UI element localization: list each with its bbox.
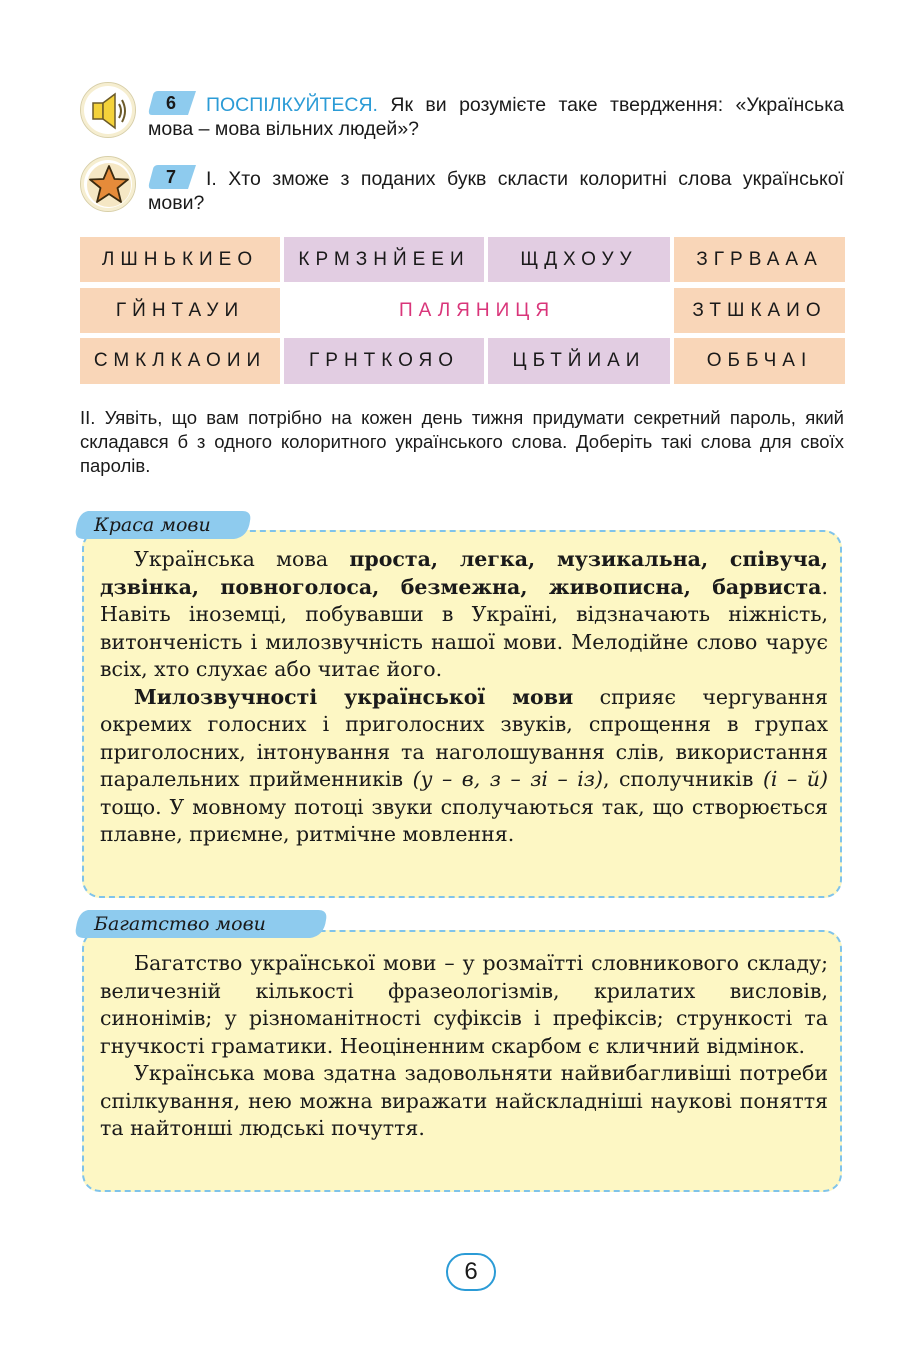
task-number-badge: 7 [148,164,198,190]
grid-cell: ГРНТКОЯО [284,338,484,384]
rule-title-richness: Багатство мови [74,908,330,940]
rule-box-richness [82,930,842,1192]
letter-grid [80,237,845,384]
star-icon [80,156,136,212]
rule-text-richness [100,950,828,1143]
task-number-badge: 6 [148,90,198,116]
task-7 [80,156,850,216]
grid-cell-answer: ПАЛЯНИЦЯ [284,288,670,333]
rule-paragraph: Українська мова здатна задовольняти найвибагливіші потреби спілкування, нею можна виражати найскладніші наукові поняття та найтонші людські почуття. [100,1061,828,1140]
page-number: 6 [446,1253,496,1291]
grid-cell: ЦБТЙИАИ [488,338,670,384]
grid-cell: КРМЗНЙЕЕИ [284,237,484,282]
speaker-icon [80,82,136,138]
task-7-part-2: ІІ. Уявіть, що вам потрібно на кожен день тижня придумати секретний пароль, який складався б з одного колоритного українського слова. Доберіть такі слова для своїх паролів. [80,407,844,476]
rule-text-beauty [100,546,828,849]
task-7-text [148,164,844,215]
rule-paragraph: Милозвучності української мови сприяє чергування окремих голосних і приголосних звуків, спрощення в групах приголосних, інтонування та наголошування слів, використання паралельних прийменників (у – в, з – зі – із), сполучників (і – й) тощо. У мовному потоці звуки сполучаються так, що створюється плавне, приємне, ритмічне мовлення. [100,684,828,846]
grid-cell: ОББЧАІ [674,338,845,384]
rule-box-beauty [82,530,842,898]
task-6-label: ПОСПІЛКУЙТЕСЯ. [206,94,378,116]
task-6-question: Як ви розумієте таке твердження: «Українська мова – мова вільних людей»? [148,94,845,140]
grid-cell: СМКЛКАОИИ [80,338,280,384]
task-6-text [148,90,844,141]
task-7-question: І. Хто зможе з поданих букв скласти колоритні слова української мови? [148,168,844,214]
grid-cell: ЩДХОУУ [488,237,670,282]
rule-title-beauty: Краса мови [74,509,254,541]
rule-paragraph: Українська мова проста, легка, музикальна, співуча, дзвінка, повноголоса, безмежна, живописна, барвиста. Навіть іноземці, побувавши в Україні, відзначають ніжність, витонченість і милозвучність нашої мови. Мелодійне слово чарує всіх, хто слухає або читає його. [100,547,829,681]
task-6 [80,82,850,142]
grid-cell: ЛШНЬКИЕО [80,237,280,282]
grid-cell: ГЙНТАУИ [80,288,280,333]
grid-cell: ЗГРВААА [674,237,845,282]
rule-paragraph: Багатство української мови – у розмаїтті словникового складу; величезній кількості фразеологізмів, крилатих висловів, синонімів; у різноманітності суфіксів і префіксів; стрункості та гнучкості граматики. Неоціненним скарбом є кличний відмінок. [100,951,828,1058]
grid-cell: ЗТШКАИО [674,288,845,333]
